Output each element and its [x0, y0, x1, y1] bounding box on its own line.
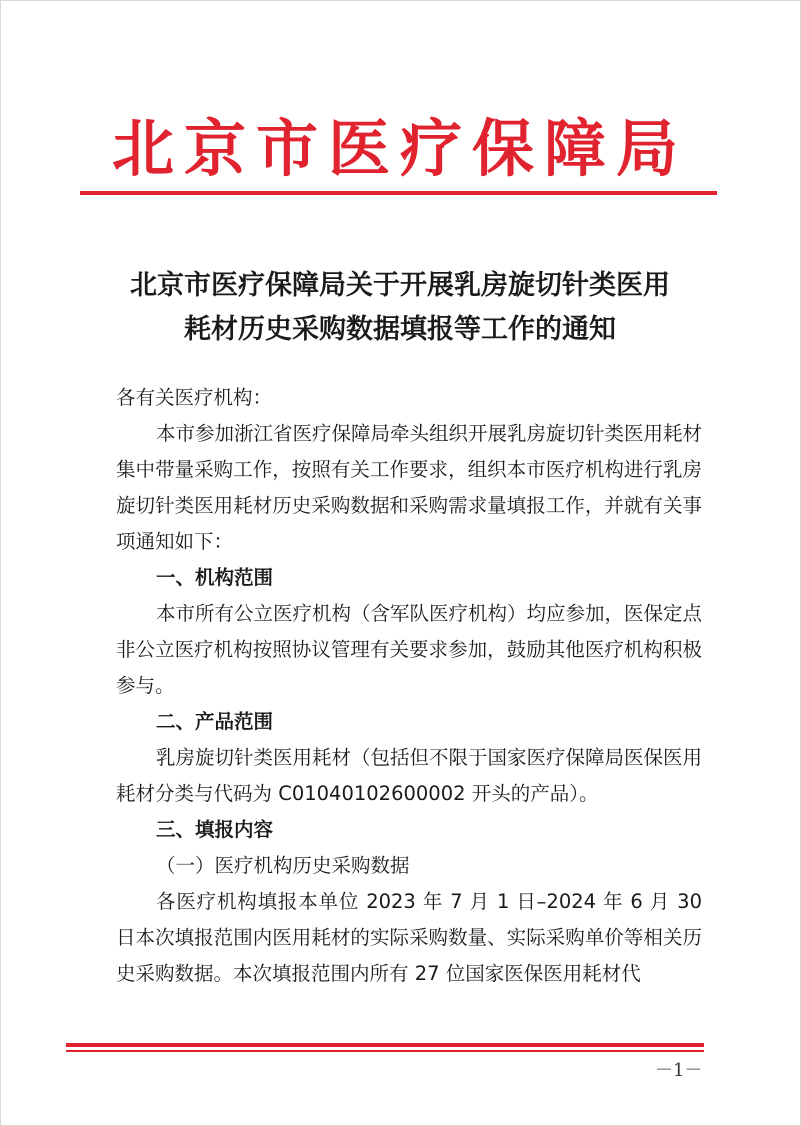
document-body	[116, 380, 702, 992]
section-3-subheading: （一）医疗机构历史采购数据	[156, 854, 410, 877]
header-red-rule	[80, 191, 717, 195]
section-2-heading: 二、产品范围	[156, 710, 274, 733]
section-1-paragraph: 本市所有公立医疗机构（含军队医疗机构）均应参加，医保定点非公立医疗机构按照协议管理有关要求参加，鼓励其他医疗机构积极参与。	[116, 602, 703, 697]
page-number: －1－	[655, 1060, 703, 1081]
section-1-heading: 一、机构范围	[156, 566, 274, 589]
section-3-paragraph: 各医疗机构填报本单位 2023 年 7 月 1 日–2024 年 6 月 30 日本次填报范围内医用耗材的实际采购数量、实际采购单价等相关历史采购数据。本次填报范围内所有 27 位国家医保医用耗材代	[116, 890, 702, 985]
document-title-line-1: 北京市医疗保障局关于开展乳房旋切针类医用	[130, 270, 670, 301]
document-title	[100, 264, 700, 352]
section-2-paragraph: 乳房旋切针类医用耗材（包括但不限于国家医疗保障局医保医用耗材分类与代码为 C01040102600002 开头的产品）。	[116, 746, 703, 805]
footer-red-rule-thin	[66, 1050, 704, 1052]
section-3-heading: 三、填报内容	[156, 818, 274, 841]
document-title-line-2: 耗材历史采购数据填报等工作的通知	[184, 314, 616, 345]
footer-red-rule	[66, 1043, 704, 1047]
intro-paragraph: 本市参加浙江省医疗保障局牵头组织开展乳房旋切针类医用耗材集中带量采购工作，按照有关工作要求，组织本市医疗机构进行乳房旋切针类医用耗材历史采购数据和采购需求量填报工作，并就有关事项通知如下：	[116, 422, 703, 553]
agency-header: 北京市医疗保障局	[111, 112, 688, 185]
salutation: 各有关医疗机构：	[116, 386, 273, 409]
